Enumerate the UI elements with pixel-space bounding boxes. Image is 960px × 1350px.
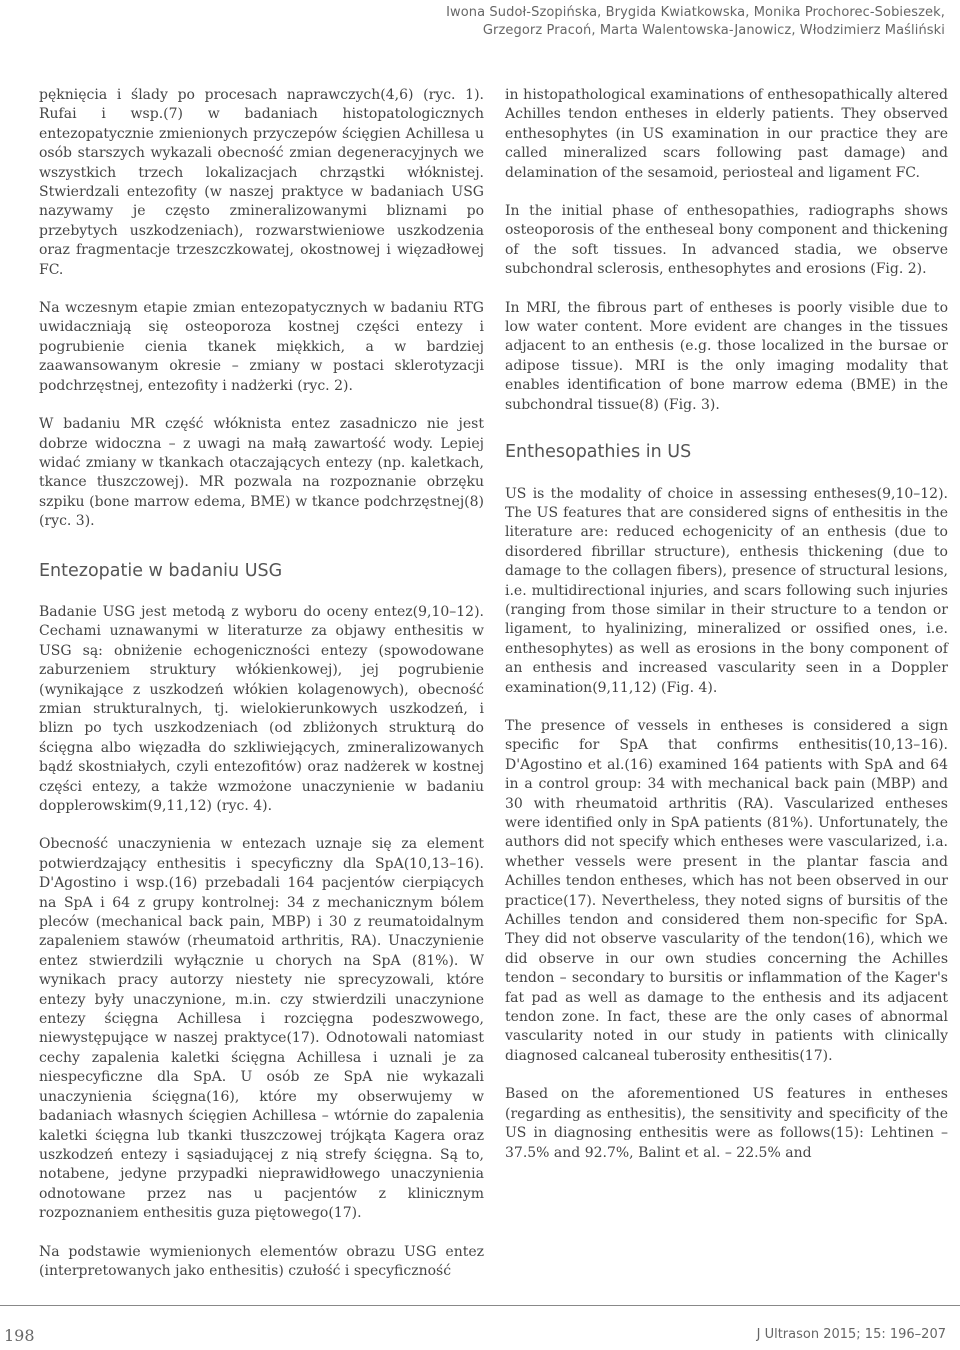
left-paragraph-4: Badanie USG jest metodą z wyboru do oceny entez(9,10–12). Cechami uznawanymi w literaturze za objawy enthesitis w USG są: obniżenie echogeniczności entezy (spowodowane zaburzeniem struktury włókienkowej), jej pogrubienie (wynikające z uszkodzeń włókien kolagenowych), obecność zmian strukturalnych, tj. wielokierunkowych uszkodzeń, i blizn po tych uszkodzeniach (od zbliżonych strukturą do ścięgna albo więzadła do szkliwiejących, zmineralizowanych bądź skostniałych, czyli entezofitów) oraz nadżerek w kostnej części entezy, a także wzmożone unaczynienie w badaniu dopplerowskim(9,11,12) (ryc. 4). <box>39 603 484 814</box>
right-paragraph-4: US is the modality of choice in assessing entheses(9,10–12). The US features that are considered signs of enthesitis in the literature are: reduced echogenicity of an enthesis (due to disordered fibrillar structure), enthesis thickening (due to damage to the collagen fibers), presence of structural lesions, i.e. multidirectional injuries, and scars following such injuries (ranging from those similar in their structure to a tendon or ligament, to hyalinizing, mineralized or ossified ones, i.e. enthesophytes) as well as erosions in the bony component of an enthesis and increased vascularity seen in a Doppler examination(9,11,12) (Fig. 4). <box>505 485 948 696</box>
journal-citation: J Ultrason 2015; 15: 196–207 <box>756 1327 946 1342</box>
left-section-heading: Entezopatie w badaniu USG <box>39 560 283 581</box>
left-paragraph-6: Na podstawie wymienionych elementów obrazu USG entez (interpretowanych jako enthesitis) czułość i specyficzność <box>39 1243 484 1279</box>
right-paragraph-1: in histopathological examinations of enthesopathically altered Achilles tendon entheses in elderly patients. They observed enthesophytes (in US examination in our practice they are called mineralized scars following past damage) and delamination of the sesamoid, periosteal and ligament FC. <box>505 87 948 181</box>
page-number: 198 <box>4 1326 35 1345</box>
english-column <box>505 86 948 1182</box>
left-paragraph-3: W badaniu MR część włóknista entez zasadniczo nie jest dobrze widoczna – z uwagi na małą zawartość wody. Lepiej widać zmiany w tkankach otaczających entezy (np. kaletkach, tkance tłuszczowej). MR pozwala na rozpoznanie obrzęku szpiku (bone marrow edema, BME) w tkance podchrzęstnej(8) (ryc. 3). <box>39 416 484 530</box>
right-section-heading: Enthesopathies in US <box>505 442 692 463</box>
right-paragraph-3: In MRI, the fibrous part of entheses is poorly visible due to low water content. More evident are changes in the tissues adjacent to an enthesis (e.g. those localized in the bursae or adipose tissue). MRI is the only imaging modality that enables identification of bone marrow edema (BME) in the subchondral tissue(8) (Fig. 3). <box>505 299 948 413</box>
running-header <box>446 4 945 40</box>
right-paragraph-6: Based on the aforementioned US features in entheses (regarding as enthesitis), the sensitivity and specificity of the US in diagnosing enthesitis were as follows(15): Lehtinen – 37.5% and 92.7%, Balint et al. – 22.5% and <box>505 1086 948 1161</box>
right-paragraph-5: The presence of vessels in entheses is considered a sign specific for SpA that confirms enthesitis(10,13–16). D'Agostino et al.(16) examined 164 patients with SpA and 64 in a control group: 34 with mechanical back pain (MBP) and 30 with rheumatoid arthritis (RA). Vascularized entheses were identified only in SpA patients (81%). Unfortunately, the authors did not specify which entheses were vascularized, i.a. whether vessels were present in the plantar fascia and Achilles tendon entheses, which has not been observed in our practice(17). Nevertheless, they noted signs of bursitis of the Achilles tendon and considered them non-specific for SpA. They did not observe vascularity of the tendon(16), which we did observe in our own studies concerning the Achilles tendon – secondary to bursitis or inflammation of the Kager's fat pad as well as damage to the enthesis and its adjacent tendon zone. In fact, these are the only cases of abnormal vascularity noted in our study in patients with clinically diagnosed calcaneal tuberosity enthesitis(17). <box>505 717 948 1064</box>
header-authors-line-2: Grzegorz Pracoń, Marta Walentowska-Janowicz, Włodzimierz Maśliński <box>482 23 945 38</box>
right-paragraph-2: In the initial phase of enthesopathies, radiographs shows osteoporosis of the entheseal bony component and thickening of the soft tissues. In advanced stadia, we observe subchondral sclerosis, enthesophytes and erosions (Fig. 2). <box>505 203 948 278</box>
polish-column <box>39 86 484 1300</box>
left-paragraph-2: Na wczesnym etapie zmian entezopatycznych w badaniu RTG uwidaczniają się osteoporoza kostnej części entezy i pogrubienie cienia tkanek miękkich, a w bardziej zaawansowanym okresie – zmiany w postaci sklerotyzacji podchrzęstnej, entezofity i nadżerki (ryc. 2). <box>39 300 484 394</box>
footer-divider <box>0 1305 960 1306</box>
header-authors-line-1: Iwona Sudoł-Szopińska, Brygida Kwiatkowska, Monika Prochorec-Sobieszek, <box>446 5 945 20</box>
left-paragraph-1: pęknięcia i ślady po procesach naprawczych(4,6) (ryc. 1). Rufai i wsp.(7) w badaniach histopatologicznych entezopatycznie zmienionych przyczepów ścięgien Achillesa u osób starszych wykazali obecność zmian degeneracyjnych we wszystkich trzech lokalizacjach chrząstki włóknistej. Stwierdzali entezofity (w naszej praktyce w badaniach USG nazywamy je często zmineralizowanymi bliznami po przebytych uszkodzeniach), rozwarstwieniowe uszkodzenia oraz fragmentacje trzeszczkowatej, okostnowej i więzadłowej FC. <box>39 87 484 278</box>
left-paragraph-5: Obecność unaczynienia w entezach uznaje się za element potwierdzający enthesitis i specyficzny dla SpA(10,13–16). D'Agostino i wsp.(16) przebadali 164 pacjentów cierpiących na SpA i 64 z grupy kontrolnej: 34 z mechanicznym bólem pleców (mechanical back pain, MBP) i 30 z reumatoidalnym zapaleniem stawów (rheumatoid arthritis, RA). Unaczynienie entez stwierdzili wyłącznie u chorych na SpA (81%). W wynikach pracy autorzy niestety nie sprecyzowali, które entezy były unaczynione, m.in. czy stwierdzili unaczynione entezy ścięgna Achillesa i rozcięgna podeszwowego, niewystępujące w naszej praktyce(17). Odnotowali natomiast cechy zapalenia kaletki ścięgna Achillesa i uznali je za niespecyficzne dla SpA. U osób ze SpA nie wykazali unaczynienia ścięgna(16), które my obserwujemy w badaniach własnych ścięgien Achillesa – wtórnie do zapalenia kaletki ścięgna lub tkanki tłuszczowej trójkąta Kagera oraz uszkodzeń entezy i sąsiadującej z nią strefy ścięgna. Są to, notabene, jedyne przypadki nieprawidłowego unaczynienia odnotowane przez nas u pacjentów z klinicznym rozpoznaniem enthesitis guza piętowego(17). <box>39 836 484 1222</box>
